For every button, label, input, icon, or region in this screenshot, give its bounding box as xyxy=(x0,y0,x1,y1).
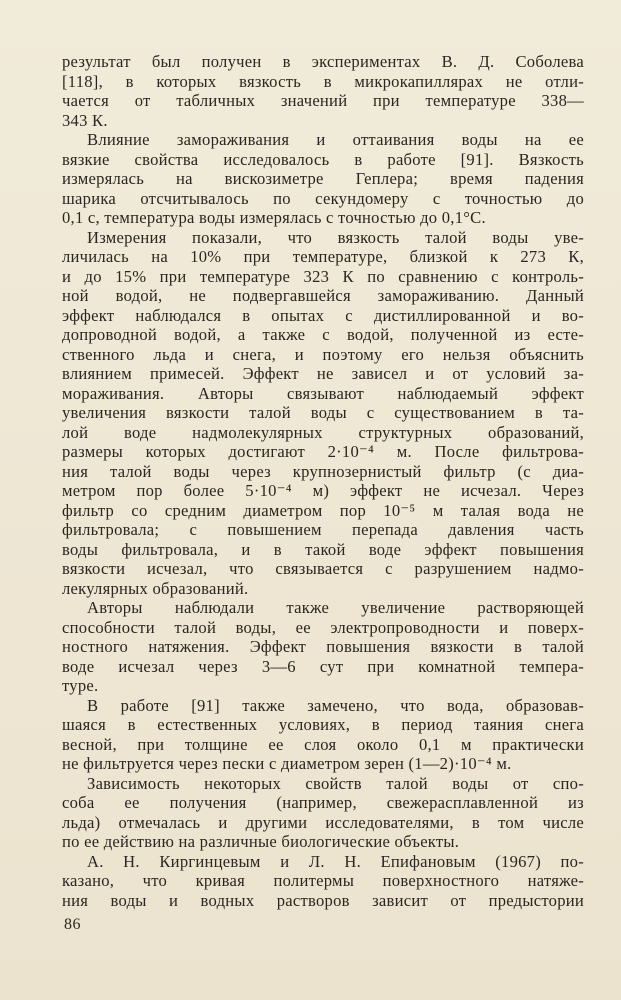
text-line: допроводной водой, а также с водой, полученной из есте- xyxy=(62,325,584,344)
text-line: ния талой воды через крупнозернистый фильтр (с диа- xyxy=(62,461,584,481)
text-line: соба ее получения (например, свежерасплавленной из xyxy=(62,793,584,812)
text-line: личилась на 10% при температуре, близкой к 273 К, xyxy=(62,247,584,266)
text-line: чается от табличных значений при температуре 338— xyxy=(62,91,584,110)
text-line: шарика отсчитывалось по секундомеру с точностью до xyxy=(62,188,584,208)
text-line: вязкие свойства исследовалось в работе [91]. Вязкость xyxy=(62,149,584,169)
text-line: метром пор более 5·10⁻⁴ м) эффект не исчезал. Через xyxy=(62,481,584,500)
text-line: Измерения показали, что вязкость талой воды уве- xyxy=(87,227,584,247)
text-line: измерялась на вискозиметре Геплера; время падения xyxy=(62,169,584,188)
text-line: ностного натяжения. Эффект повышения вязкости в талой xyxy=(62,637,584,656)
text-line: А. Н. Киргинцевым и Л. Н. Епифановым (1967) по- xyxy=(87,851,584,871)
text-line: льда) отмечалась и другими исследователями, в том числе xyxy=(62,812,584,832)
text-line: мораживания. Авторы связывают наблюдаемый эффект xyxy=(62,383,584,403)
text-line: казано, что кривая политермы поверхностного натяже- xyxy=(62,871,584,890)
text-line: эффект наблюдался в опытах с дистиллированной и во- xyxy=(62,305,584,325)
text-line: [118], в которых вязкость в микрокапиллярах не отли- xyxy=(62,71,584,91)
body-text xyxy=(62,52,584,910)
text-line: и до 15% при температуре 323 К по сравнению с контроль- xyxy=(62,266,584,286)
text-line: результат был получен в экспериментах В. Д. Соболева xyxy=(62,52,584,71)
text-line: воде исчезал через 3—6 сут при комнатной темпера- xyxy=(62,656,584,676)
text-line: шаяся в естественных условиях, в период таяния снега xyxy=(62,715,584,734)
text-line: размеры которых достигают 2·10⁻⁴ м. После фильтрова- xyxy=(62,442,584,461)
text-line: Зависимость некоторых свойств талой воды от спо- xyxy=(87,773,584,793)
text-line: увеличения вязкости талой воды с существованием в та- xyxy=(62,403,584,422)
text-line: ной водой, не подвергавшейся замораживанию. Данный xyxy=(62,286,584,305)
text-line: фильтровала; с повышением перепада давления часть xyxy=(62,520,584,539)
text-line: 0,1 с, температура воды измерялась с точностью до 0,1°С. xyxy=(62,208,486,227)
text-line: не фильтруется через пески с диаметром зерен (1—2)·10⁻⁴ м. xyxy=(62,754,512,773)
page-number: 86 xyxy=(64,916,81,933)
text-line: ственного льда и снега, и поэтому его нельзя объяснить xyxy=(62,344,584,364)
text-line: воды фильтровала, и в такой воде эффект повышения xyxy=(62,539,584,559)
text-line: по ее действию на различные биологические объекты. xyxy=(62,832,460,851)
text-line: весной, при толщине ее слоя около 0,1 м практически xyxy=(62,734,584,754)
text-line: лекулярных образований. xyxy=(62,578,249,598)
text-line: 343 К. xyxy=(62,110,108,130)
text-line: ния воды и водных растворов зависит от предыстории xyxy=(62,890,584,910)
text-line: Влияние замораживания и оттаивания воды на ее xyxy=(87,130,584,149)
text-line: В работе [91] также замечено, что вода, образовав- xyxy=(87,695,584,715)
text-line: туре. xyxy=(62,676,99,695)
text-line: вязкости исчезал, что связывается с разрушением надмо- xyxy=(62,559,584,578)
text-line: влиянием примесей. Эффект не зависел и от условий за- xyxy=(62,364,584,383)
text-line: лой воде надмолекулярных структурных образований, xyxy=(62,422,584,442)
text-line: фильтр со средним диаметром пор 10⁻⁵ м талая вода не xyxy=(62,500,584,520)
text-line: Авторы наблюдали также увеличение растворяющей xyxy=(87,598,584,617)
text-line: способности талой воды, ее электропроводности и поверх- xyxy=(62,617,584,637)
